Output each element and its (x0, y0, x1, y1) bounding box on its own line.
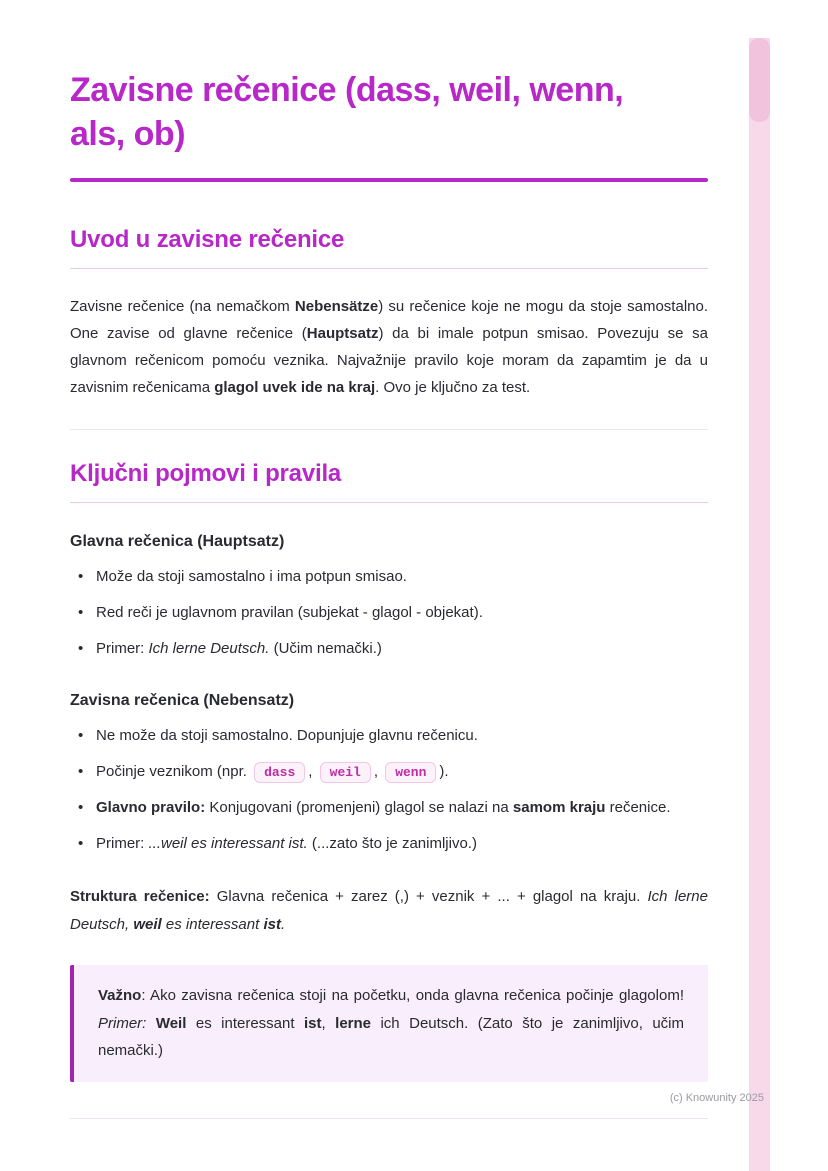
intro-paragraph: Zavisne rečenice (na nemačkom Nebensätze) su rečenice koje ne mogu da stoje samostalno. One zavise od glavne rečenice (Hauptsatz) da bi imale potpun smisao. Povezuju se sa glavnom rečenicom pomoću veznika. Najvažnije pravilo koje moram da zapamtim je da u zavisnim rečenicama glagol uvek ide na kraj. Ovo je ključno za test. (70, 298, 709, 397)
list-item: • Glavno pravilo: Konjugovani (promenjeni) glagol se nalazi na samom kraju rečenice. (70, 794, 708, 821)
list-item: • Primer: ...weil es interessant ist. (...zato što je zanimljivo.) (70, 830, 708, 857)
section-heading-kljucni: Ključni pojmovi i pravila (70, 460, 708, 503)
subheading-hauptsatz: Glavna rečenica (Hauptsatz) (70, 533, 285, 551)
copyright-note: (c) Knowunity 2025 (669, 1092, 764, 1105)
list-item: • Ne može da stoji samostalno. Dopunjuje glavnu rečenicu. (70, 722, 708, 749)
list-item: • Red reči je uglavnom pravilan (subjekat - glagol - objekat). (70, 599, 708, 626)
section-divider (70, 429, 708, 430)
document-content (70, 0, 764, 1119)
page-title: Zavisne rečenice (dass, weil, wenn, als, ob) (70, 71, 624, 154)
important-callout: Važno: Ako zavisna rečenica stoji na početku, onda glavna rečenica počinje glagolom! Primer: Weil es interessant ist, lerne ich Deutsch. (Zato što je zanimljivo, učim nemački.) (70, 965, 708, 1082)
scrollbar-thumb[interactable] (749, 38, 770, 122)
bottom-divider (70, 1118, 708, 1119)
section-heading-uvod: Uvod u zavisne rečenice (70, 226, 708, 269)
title-divider (70, 178, 708, 182)
scrollbar-track[interactable] (749, 38, 770, 1171)
structure-paragraph: Struktura rečenice: Glavna rečenica + zarez (,) + veznik + ... + glagol na kraju. Ich lerne Deutsch, weil es interessant ist. (70, 888, 708, 934)
list-item: • Primer: Ich lerne Deutsch. (Učim nemački.) (70, 635, 708, 662)
list-item: • Može da stoji samostalno i ima potpun smisao. (70, 563, 708, 590)
subheading-nebensatz: Zavisna rečenica (Nebensatz) (70, 692, 295, 710)
nebensatz-list (70, 722, 708, 857)
list-item: • Počinje veznikom (npr. dass , weil , wenn ). (70, 758, 708, 785)
hauptsatz-list (70, 563, 708, 662)
